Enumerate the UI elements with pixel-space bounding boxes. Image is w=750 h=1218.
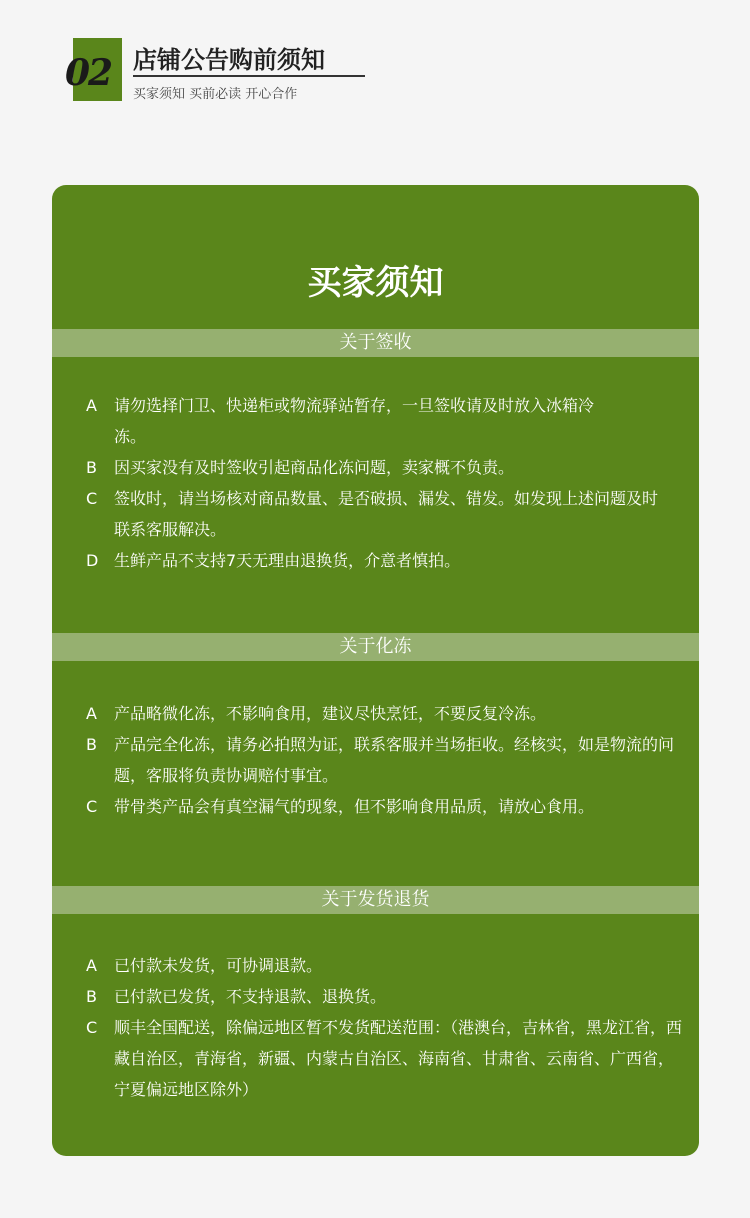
list-item: [86, 1012, 686, 1105]
item-letter: C: [86, 797, 98, 816]
item-letter: C: [86, 1018, 98, 1037]
list-item: [86, 981, 686, 1012]
item-text: 产品完全化冻，请务必拍照为证，联系客服并当场拒收。经核实，如是物流的问题，客服将负责协调赔付事宜。: [114, 735, 675, 785]
list-item: [86, 950, 686, 981]
item-letter: B: [86, 458, 97, 477]
item-text: 生鲜产品不支持7天无理由退换货，介意者慎拍。: [114, 551, 461, 570]
list-item: [86, 729, 681, 791]
list-item: [86, 390, 596, 452]
section-heading-shipping: 关于发货退货: [52, 886, 699, 914]
item-letter: B: [86, 735, 97, 754]
notice-card: [52, 185, 699, 1156]
item-letter: A: [86, 396, 97, 415]
item-letter: B: [86, 987, 97, 1006]
item-letter: A: [86, 956, 97, 975]
section-heading-signing: 关于签收: [52, 329, 699, 357]
list-item: [86, 791, 686, 822]
page-title: 店铺公告购前须知: [133, 46, 325, 74]
list-item: [86, 545, 686, 576]
item-letter: D: [86, 551, 99, 570]
item-text: 带骨类产品会有真空漏气的现象，但不影响食用品质，请放心食用。: [114, 797, 595, 816]
item-text: 签收时，请当场核对商品数量、是否破损、漏发、错发。如发现上述问题及时联系客服解决。: [114, 489, 659, 539]
title-underline: [133, 75, 365, 77]
list-item: [86, 698, 686, 729]
section-list-shipping: [86, 950, 686, 1105]
item-text: 已付款未发货，可协调退款。: [114, 956, 323, 975]
page-subtitle: 买家须知 买前必读 开心合作: [133, 87, 298, 102]
card-title: 买家须知: [307, 263, 444, 303]
section-list-signing: [86, 390, 686, 576]
item-text: 顺丰全国配送，除偏远地区暂不发货配送范围：（港澳台，吉林省，黑龙江省，西藏自治区，青海省，新疆、内蒙古自治区、海南省、甘肃省、云南省、广西省，宁夏偏远地区除外）: [114, 1018, 683, 1099]
item-letter: C: [86, 489, 98, 508]
item-text: 已付款已发货，不支持退款、退换货。: [114, 987, 387, 1006]
list-item: [86, 452, 686, 483]
item-text: 因买家没有及时签收引起商品化冻问题，卖家概不负责。: [114, 458, 515, 477]
list-item: [86, 483, 661, 545]
item-text: 请勿选择门卫、快递柜或物流驿站暂存，一旦签收请及时放入冰箱冷冻。: [114, 396, 595, 446]
item-letter: A: [86, 704, 97, 723]
section-heading-thawing: 关于化冻: [52, 633, 699, 661]
section-list-thawing: [86, 698, 686, 822]
page-header: [65, 38, 373, 108]
item-text: 产品略微化冻，不影响食用，建议尽快烹饪，不要反复冷冻。: [114, 704, 547, 723]
section-number: 02: [65, 52, 112, 94]
